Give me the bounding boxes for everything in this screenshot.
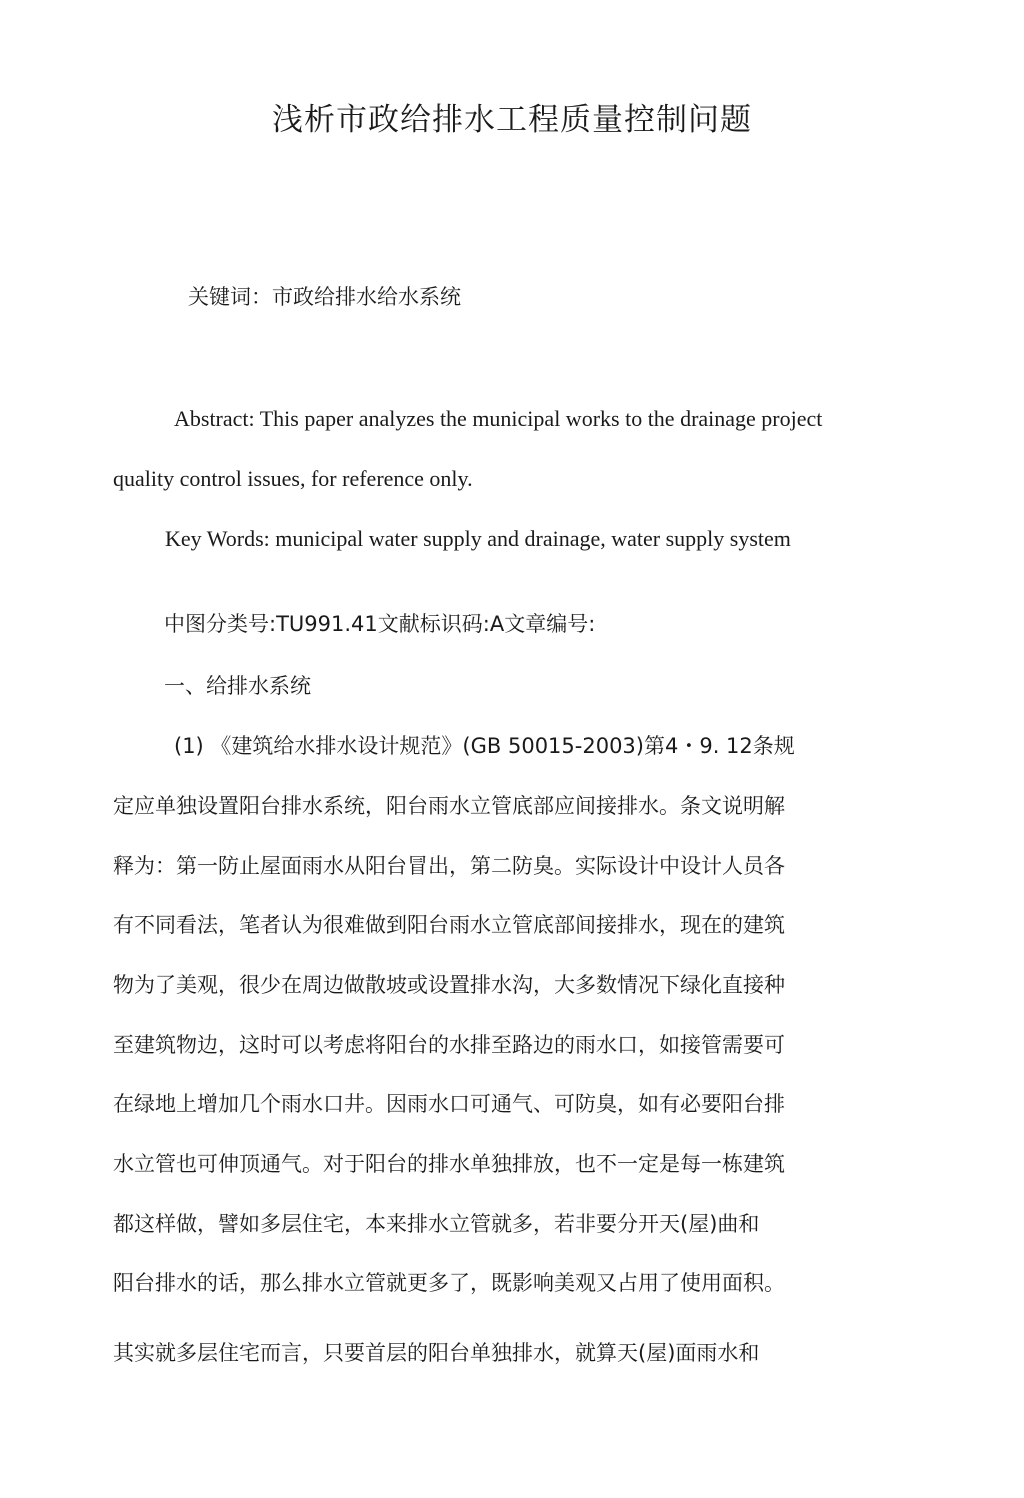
document-title: 浅析市政给排水工程质量控制问题 xyxy=(272,102,752,138)
body-line: 阳台排水的话，那么排水立管就更多了，既影响美观又占用了使用面积。 xyxy=(113,1271,785,1295)
body-line: 物为了美观，很少在周边做散坡或设置排水沟，大多数情况下绿化直接种 xyxy=(113,973,785,997)
body-line: 其实就多层住宅而言，只要首层的阳台单独排水，就算天(屋)面雨水和 xyxy=(113,1341,760,1365)
section-heading: 一、给排水系统 xyxy=(164,674,311,698)
abstract-line-1: Abstract: This paper analyzes the municipal works to the drainage project xyxy=(174,406,823,431)
body-line: 在绿地上增加几个雨水口井。因雨水口可通气、可防臭，如有必要阳台排 xyxy=(113,1092,785,1116)
body-line: 都这样做，譬如多层住宅，本来排水立管就多，若非要分开天(屋)曲和 xyxy=(113,1212,760,1236)
keywords-chinese: 关键词：市政给排水给水系统 xyxy=(188,285,461,309)
body-line: 至建筑物边，这时可以考虑将阳台的水排至路边的雨水口，如接管需要可 xyxy=(113,1033,785,1057)
body-line: 定应单独设置阳台排水系统，阳台雨水立管底部应间接排水。条文说明解 xyxy=(113,794,785,818)
body-line: 水立管也可伸顶通气。对于阳台的排水单独排放，也不一定是每一栋建筑 xyxy=(113,1152,785,1176)
classification-info: 中图分类号:TU991.41文献标识码:A文章编号: xyxy=(164,612,596,636)
body-line: 释为：第一防止屋面雨水从阳台冒出，第二防臭。实际设计中设计人员各 xyxy=(113,854,785,878)
keywords-english: Key Words: municipal water supply and drainage, water supply system xyxy=(165,526,791,551)
abstract-line-2: quality control issues, for reference only. xyxy=(113,466,473,491)
body-line: (1) 《建筑给水排水设计规范》(GB 50015-2003)第4・9. 12条规 xyxy=(174,734,795,758)
body-line: 有不同看法，笔者认为很难做到阳台雨水立管底部间接排水，现在的建筑 xyxy=(113,913,785,937)
